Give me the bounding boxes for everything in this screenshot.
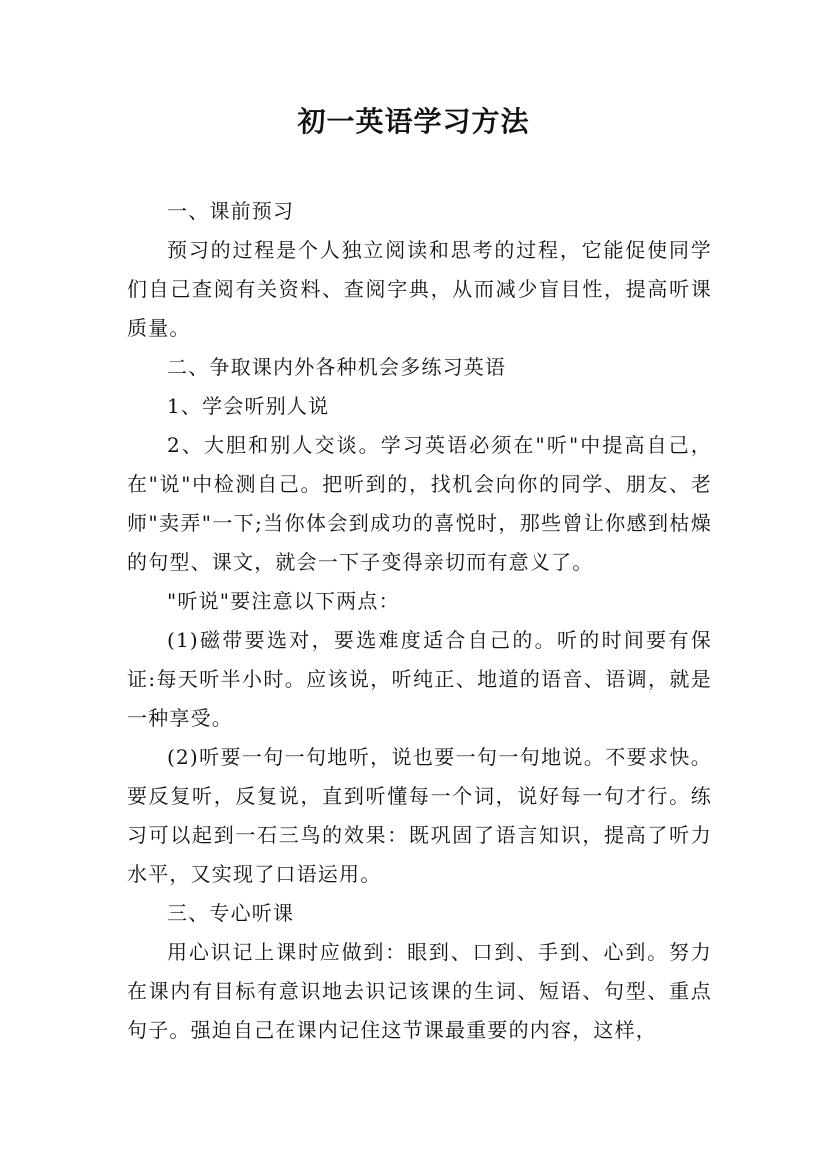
document-title: 初一英语学习方法 — [297, 105, 530, 138]
document-body — [127, 192, 712, 1050]
paragraph-preview-text: 预习的过程是个人独立阅读和思考的过程，它能促使同学们自己查阅有关资料、查阅字典，从而减少盲目性，提高听课质量。 — [127, 238, 712, 340]
paragraph-point-1: (1)磁带要选对，要选难度适合自己的。听的时间要有保证:每天听半小时。应该说，听纯正、地道的语音、语调，就是一种享受。 — [127, 628, 712, 730]
section-heading-preview: 一、课前预习 — [167, 199, 295, 223]
paragraph-point-2: (2)听要一句一句地听，说也要一句一句地说。不要求快。要反复听，反复说，直到听懂每一个词，说好每一句才行。练习可以起到一石三鸟的效果：既巩固了语言知识，提高了听力水平，又实现了口语运用。 — [127, 745, 712, 886]
paragraph-listen-speak-intro: "听说"要注意以下两点： — [167, 589, 400, 613]
paragraph-talk: 2、大胆和别人交谈。学习英语必须在"听"中提高自己，在"说"中检测自己。把听到的，找机会向你的同学、朋友、老师"卖弄"一下;当你体会到成功的喜悦时，那些曾让你感到枯燥的句型、课文，就会一下子变得亲切而有意义了。 — [127, 433, 712, 574]
subheading-listen: 1、学会听别人说 — [167, 394, 330, 418]
section-heading-practice: 二、争取课内外各种机会多练习英语 — [167, 355, 507, 379]
section-heading-listen-class: 三、专心听课 — [167, 901, 295, 925]
paragraph-memorize: 用心识记上课时应做到：眼到、口到、手到、心到。努力在课内有目标有意识地去识记该课的生词、短语、句型、重点句子。强迫自己在课内记住这节课最重要的内容，这样， — [127, 940, 712, 1042]
